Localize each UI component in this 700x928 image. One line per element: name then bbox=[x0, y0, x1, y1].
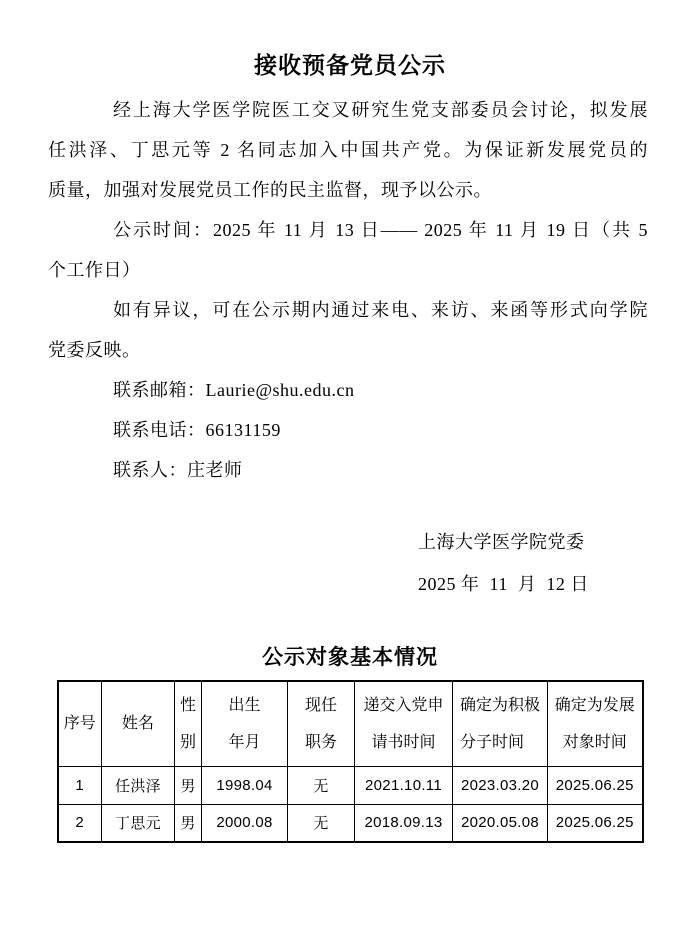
col-header-development-date: 确定为发展 对象时间 bbox=[548, 681, 643, 766]
contact-person-value: 庄老师 bbox=[187, 460, 243, 480]
table-row bbox=[58, 766, 643, 804]
contact-email-value: Laurie@shu.edu.cn bbox=[205, 380, 355, 400]
paragraph-line: 公示时间：2025 年 11 月 13 日—— 2025 年 11 月 19 日（共 5 bbox=[113, 220, 648, 240]
page-title: 接收预备党员公示 bbox=[254, 52, 446, 78]
cell-birth-date: 1998.04 bbox=[202, 766, 288, 804]
contact-person-line bbox=[48, 450, 648, 490]
cell-name: 任洪泽 bbox=[102, 766, 175, 804]
document-body bbox=[0, 90, 700, 490]
paragraph-line: 经上海大学医学院医工交叉研究生党支部委员会讨论，拟发展 bbox=[113, 100, 648, 120]
signature-block bbox=[418, 521, 700, 605]
col-header-current-position: 现任 职务 bbox=[288, 681, 355, 766]
col-header-name: 姓名 bbox=[102, 681, 175, 766]
cell-current-position: 无 bbox=[288, 766, 355, 804]
paragraph-line: 个工作日） bbox=[48, 260, 141, 280]
cell-application-date: 2021.10.11 bbox=[355, 766, 453, 804]
cell-application-date: 2018.09.13 bbox=[355, 804, 453, 842]
contact-phone-value: 66131159 bbox=[205, 420, 281, 440]
paragraph-intro bbox=[48, 90, 648, 210]
contact-phone-line bbox=[48, 410, 648, 450]
cell-development-date: 2025.06.25 bbox=[548, 804, 643, 842]
paragraph-publicity-period bbox=[48, 210, 648, 290]
cell-activist-date: 2023.03.20 bbox=[453, 766, 548, 804]
col-header-gender: 性 别 bbox=[175, 681, 202, 766]
cell-gender: 男 bbox=[175, 766, 202, 804]
table-title: 公示对象基本情况 bbox=[262, 646, 438, 669]
cell-name: 丁思元 bbox=[102, 804, 175, 842]
cell-birth-date: 2000.08 bbox=[202, 804, 288, 842]
contact-email-line bbox=[48, 370, 648, 410]
contact-person-label: 联系人： bbox=[113, 460, 187, 480]
contact-phone-label: 联系电话： bbox=[113, 420, 206, 440]
contact-email-label: 联系邮箱： bbox=[113, 380, 206, 400]
paragraph-line: 任洪泽、丁思元等 2 名同志加入中国共产党。为保证新发展党员的 bbox=[48, 140, 648, 160]
table-header-row bbox=[58, 681, 643, 766]
col-header-activist-date: 确定为积极 分子时间 bbox=[453, 681, 548, 766]
contact-block bbox=[48, 370, 648, 490]
paragraph-objection bbox=[48, 290, 648, 370]
signature-org: 上海大学医学院党委 bbox=[418, 532, 585, 552]
col-header-application-date: 递交入党申 请书时间 bbox=[355, 681, 453, 766]
paragraph-line: 质量，加强对发展党员工作的民主监督，现予以公示。 bbox=[48, 180, 492, 200]
paragraph-line: 如有异议，可在公示期内通过来电、来访、来函等形式向学院 bbox=[113, 300, 648, 320]
paragraph-line: 党委反映。 bbox=[48, 340, 141, 360]
col-header-birth-date: 出生 年月 bbox=[202, 681, 288, 766]
cell-activist-date: 2020.05.08 bbox=[453, 804, 548, 842]
col-header-serial: 序号 bbox=[58, 681, 102, 766]
cell-current-position: 无 bbox=[288, 804, 355, 842]
table-row bbox=[58, 804, 643, 842]
signature-date: 2025 年 11 月 12 日 bbox=[418, 574, 589, 594]
cell-serial: 1 bbox=[58, 766, 102, 804]
cell-serial: 2 bbox=[58, 804, 102, 842]
basic-info-table bbox=[57, 680, 644, 843]
cell-gender: 男 bbox=[175, 804, 202, 842]
cell-development-date: 2025.06.25 bbox=[548, 766, 643, 804]
